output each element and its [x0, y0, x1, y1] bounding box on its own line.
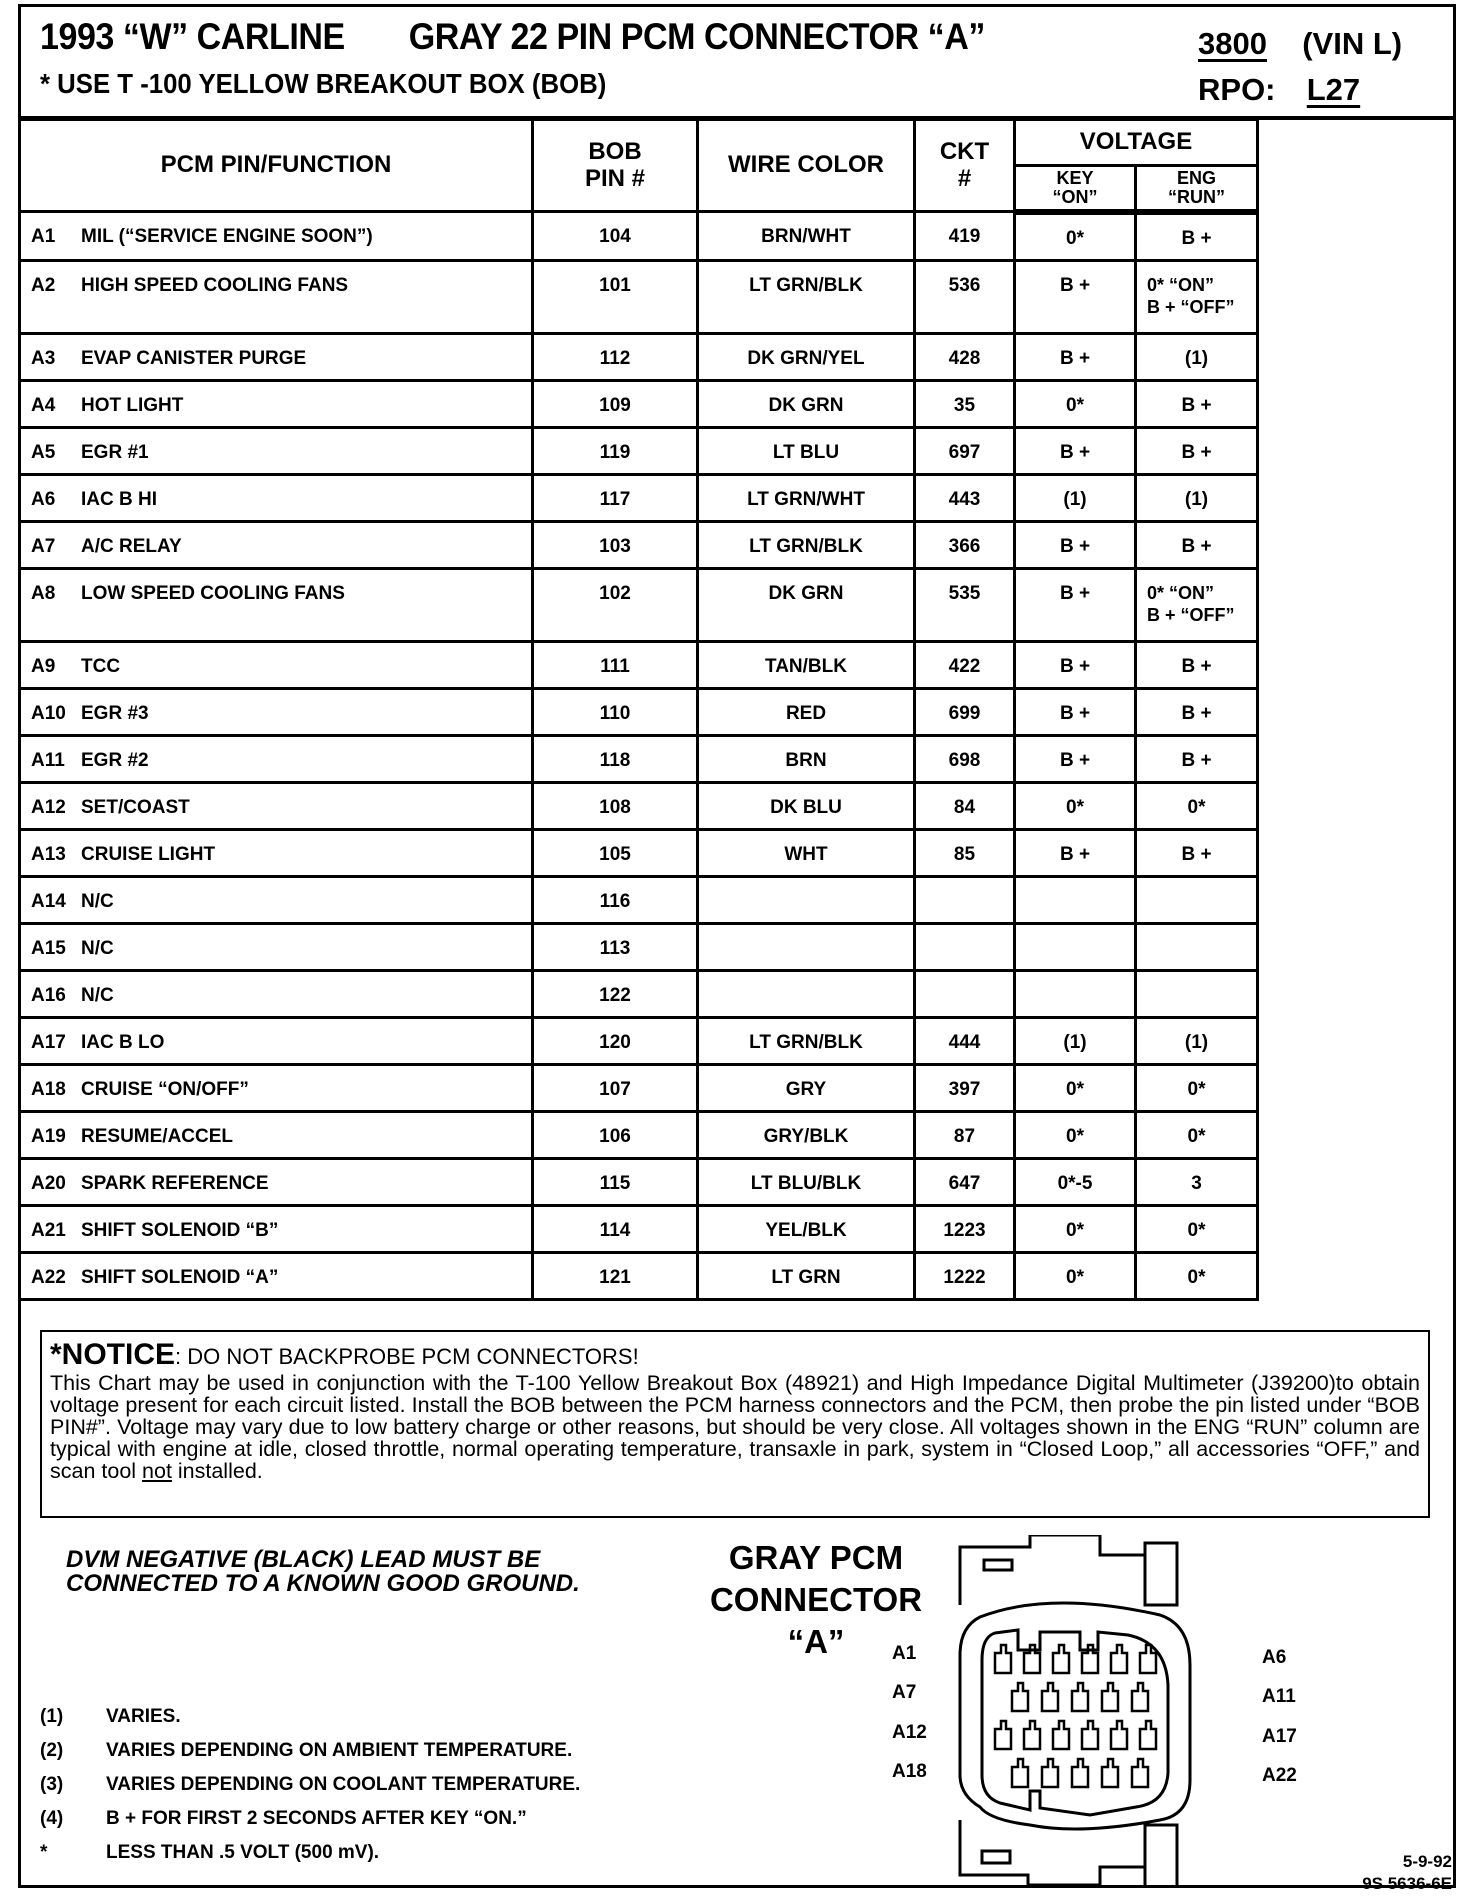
col-header-bob-line1: BOB [588, 138, 642, 166]
eng-run-cell [1136, 568, 1258, 641]
connector-cavity [1053, 1645, 1069, 1673]
pin-function: EGR #2 [81, 749, 149, 771]
notice-box [40, 1330, 1430, 1518]
table-row [20, 521, 1258, 568]
key-on-cell: 0* [1015, 1205, 1136, 1252]
connector-title-line1: GRAY PCM [728, 1539, 904, 1576]
col-header-run-line1: ENG [1176, 167, 1216, 188]
pin-function: CRUISE LIGHT [81, 843, 216, 865]
pin-function-cell [20, 1158, 533, 1205]
ckt-cell: 443 [915, 474, 1015, 521]
table-row [20, 970, 1258, 1017]
ckt-cell: 397 [915, 1064, 1015, 1111]
pin-id: A15 [31, 937, 66, 959]
ckt-cell [915, 923, 1015, 970]
wire-color-cell: DK GRN [698, 380, 915, 427]
connector-cavity [1102, 1759, 1118, 1787]
pin-id: A18 [31, 1078, 66, 1100]
table-row [20, 260, 1258, 333]
connector-title: GRAY 22 PIN PCM CONNECTOR “A” [408, 16, 985, 57]
notice-underlined-word: not [142, 1459, 172, 1483]
wire-color-cell: LT BLU/BLK [698, 1158, 915, 1205]
rpo-info [1198, 72, 1360, 108]
legend-key: (3) [40, 1774, 64, 1795]
pin-function: RESUME/ACCEL [81, 1125, 234, 1147]
key-on-cell: 0* [1015, 782, 1136, 829]
key-on-cell: B + [1015, 829, 1136, 876]
bob-pin-cell: 113 [533, 923, 698, 970]
wire-color-cell: LT GRN [698, 1252, 915, 1299]
connector-cavity [1132, 1683, 1148, 1711]
wire-color-cell: BRN [698, 735, 915, 782]
connector-latch-top [984, 1560, 1012, 1570]
eng-run-cell: 0* [1136, 1064, 1258, 1111]
legend-item [40, 1842, 379, 1864]
pin-function-cell [20, 474, 533, 521]
ckt-cell: 1223 [915, 1205, 1015, 1252]
legend-key: (4) [40, 1808, 64, 1829]
connector-outer-shell [960, 1603, 1190, 1829]
wire-color-cell: BRN/WHT [698, 212, 915, 261]
ckt-cell: 428 [915, 333, 1015, 380]
pin-id: A7 [31, 535, 56, 557]
pin-function: EVAP CANISTER PURGE [81, 347, 307, 369]
wire-color-cell [698, 876, 915, 923]
table-row [20, 474, 1258, 521]
connector-label-left: A12 [892, 1722, 927, 1743]
wire-color-cell: YEL/BLK [698, 1205, 915, 1252]
pin-id: A6 [31, 488, 56, 510]
eng-run-cell: B + [1136, 380, 1258, 427]
table-row [20, 641, 1258, 688]
connector-label-right: A6 [1262, 1647, 1287, 1668]
connector-cavity [1042, 1759, 1058, 1787]
table-row [20, 735, 1258, 782]
eng-run-cell [1136, 970, 1258, 1017]
bob-pin-cell: 122 [533, 970, 698, 1017]
pin-function-cell [20, 333, 533, 380]
pin-function-cell [20, 782, 533, 829]
pin-function: SHIFT SOLENOID “B” [81, 1219, 279, 1241]
eng-run-cell [1136, 876, 1258, 923]
dvm-warning [66, 1548, 580, 1596]
ckt-cell: 422 [915, 641, 1015, 688]
pin-function-cell [20, 688, 533, 735]
key-on-cell: 0* [1015, 1111, 1136, 1158]
pin-function-cell [20, 260, 533, 333]
connector-label-left: A18 [892, 1761, 927, 1782]
notice-heading [50, 1338, 1420, 1372]
pin-id: A13 [31, 843, 66, 865]
table-row [20, 427, 1258, 474]
pin-id: A8 [31, 582, 56, 604]
wire-color-cell: DK GRN [698, 568, 915, 641]
pin-function-cell [20, 212, 533, 261]
pin-function: EGR #1 [81, 441, 149, 463]
wire-color-cell: LT GRN/BLK [698, 521, 915, 568]
col-header-ckt-line2: # [957, 164, 972, 192]
connector-cavity [1132, 1759, 1148, 1787]
key-on-cell: 0* [1015, 1064, 1136, 1111]
pin-function: SHIFT SOLENOID “A” [81, 1266, 279, 1288]
pin-function: IAC B LO [81, 1031, 165, 1053]
header-subtitle: * USE T -100 YELLOW BREAKOUT BOX (BOB) [40, 68, 607, 99]
pin-id: A2 [31, 274, 56, 296]
bob-pin-cell: 117 [533, 474, 698, 521]
legend-key: (1) [40, 1706, 64, 1727]
wire-color-cell: WHT [698, 829, 915, 876]
connector-cavity [1072, 1683, 1088, 1711]
ckt-cell: 419 [915, 212, 1015, 261]
eng-run-line1: 0* “ON” [1147, 582, 1215, 603]
ckt-cell: 444 [915, 1017, 1015, 1064]
bob-pin-cell: 118 [533, 735, 698, 782]
connector-cavity [1111, 1645, 1127, 1673]
connector-latch-bottom [982, 1851, 1010, 1863]
key-on-cell: B + [1015, 333, 1136, 380]
pin-function-cell [20, 1064, 533, 1111]
pin-table-body [20, 212, 1258, 1300]
table-row [20, 1205, 1258, 1252]
pin-function: CRUISE “ON/OFF” [81, 1078, 249, 1100]
key-on-cell: B + [1015, 260, 1136, 333]
eng-run-cell: B + [1136, 735, 1258, 782]
eng-run-cell: (1) [1136, 1017, 1258, 1064]
eng-run-cell: B + [1136, 688, 1258, 735]
pin-id: A14 [31, 890, 66, 912]
bob-pin-cell: 103 [533, 521, 698, 568]
eng-run-cell: 0* [1136, 782, 1258, 829]
pin-function-cell [20, 521, 533, 568]
connector-label-right: A17 [1262, 1726, 1297, 1747]
pin-function: TCC [81, 655, 121, 677]
engine-code: 3800 [1198, 26, 1267, 61]
wire-color-cell: GRY [698, 1064, 915, 1111]
eng-run-line2: B + “OFF” [1147, 605, 1235, 625]
header-title-row [40, 16, 985, 58]
notice-body-text: This Chart may be used in conjunction with the T-100 Yellow Breakout Box (48921) and High Impedance Digital Multimeter (J39200)to obtain voltage present for each circuit listed. Install the BOB between the PCM harness connectors and the PCM, then probe the pin listed under “BOB PIN#”. Voltage may vary due to low battery charge or other reasons, but should be very close. All voltages shown in the ENG “RUN” column are typical with engine at idle, closed throttle, normal operating temperature, transaxle in park, system in “Closed Loop,” all accessories “OFF,” and scan tool [50, 1371, 1420, 1483]
pin-function-cell [20, 427, 533, 474]
pin-id: A21 [31, 1219, 66, 1241]
pin-id: A20 [31, 1172, 66, 1194]
legend-text: VARIES DEPENDING ON COOLANT TEMPERATURE. [106, 1774, 581, 1795]
connector-label-left: A7 [892, 1682, 917, 1703]
bob-pin-cell: 105 [533, 829, 698, 876]
key-on-cell [1015, 923, 1136, 970]
ckt-cell: 647 [915, 1158, 1015, 1205]
table-row [20, 333, 1258, 380]
bob-pin-cell: 101 [533, 260, 698, 333]
eng-run-cell: B + [1136, 521, 1258, 568]
connector-title-line3: “A” [787, 1623, 845, 1660]
connector-side-rail-bottom [1145, 1825, 1177, 1885]
notice-headline: : DO NOT BACKPROBE PCM CONNECTORS! [175, 1344, 639, 1369]
legend-item [40, 1774, 580, 1796]
legend-text: VARIES DEPENDING ON AMBIENT TEMPERATURE. [106, 1740, 573, 1761]
dvm-warning-line1: DVM NEGATIVE (BLACK) LEAD MUST BE [66, 1546, 541, 1573]
connector-cavity [1140, 1721, 1156, 1749]
connector-cavity [1111, 1721, 1127, 1749]
ckt-cell: 35 [915, 380, 1015, 427]
ckt-cell: 366 [915, 521, 1015, 568]
connector-cavity [995, 1645, 1011, 1673]
vin-code: (VIN L) [1302, 26, 1403, 61]
table-row [20, 212, 1258, 261]
col-header-key-line2: “ON” [1052, 186, 1098, 207]
pin-function: N/C [81, 890, 114, 912]
eng-run-line1: 0* “ON” [1147, 274, 1215, 295]
bob-pin-cell: 106 [533, 1111, 698, 1158]
col-header-ckt-line1: CKT [939, 138, 990, 166]
connector-cavity [1053, 1721, 1069, 1749]
rpo-label: RPO: [1198, 72, 1276, 107]
connector-side-rail-top [1145, 1543, 1177, 1605]
ckt-cell: 699 [915, 688, 1015, 735]
bob-pin-cell: 112 [533, 333, 698, 380]
bob-pin-cell: 120 [533, 1017, 698, 1064]
bob-pin-cell: 104 [533, 212, 698, 261]
pin-function: SPARK REFERENCE [81, 1172, 269, 1194]
key-on-cell: B + [1015, 735, 1136, 782]
wire-color-cell: TAN/BLK [698, 641, 915, 688]
table-row [20, 1111, 1258, 1158]
key-on-cell: B + [1015, 688, 1136, 735]
pin-id: A11 [31, 749, 65, 771]
bob-pin-cell: 107 [533, 1064, 698, 1111]
pin-id: A12 [31, 796, 66, 818]
eng-run-cell: 0* [1136, 1252, 1258, 1299]
table-row [20, 1158, 1258, 1205]
key-on-cell [1015, 876, 1136, 923]
key-on-cell: B + [1015, 427, 1136, 474]
pin-function: EGR #3 [81, 702, 149, 724]
legend-text: VARIES. [106, 1706, 181, 1727]
connector-cavity [1082, 1721, 1098, 1749]
eng-run-cell: B + [1136, 212, 1258, 261]
eng-run-cell: (1) [1136, 474, 1258, 521]
ckt-cell: 1222 [915, 1252, 1015, 1299]
ckt-cell [915, 876, 1015, 923]
col-header-ckt [915, 120, 1015, 212]
pin-function-cell [20, 970, 533, 1017]
pin-function: N/C [81, 937, 114, 959]
col-header-key-on [1015, 166, 1136, 212]
wire-color-cell: LT GRN/WHT [698, 474, 915, 521]
connector-cavity [1012, 1683, 1028, 1711]
bob-pin-cell: 109 [533, 380, 698, 427]
eng-run-line2: B + “OFF” [1147, 297, 1235, 317]
bob-pin-cell: 108 [533, 782, 698, 829]
pin-function-cell [20, 568, 533, 641]
table-row [20, 876, 1258, 923]
notice-label: *NOTICE [50, 1338, 176, 1371]
pin-function-cell [20, 829, 533, 876]
key-on-cell: 0* [1015, 212, 1136, 261]
table-row [20, 782, 1258, 829]
key-on-cell: B + [1015, 521, 1136, 568]
pin-function-cell [20, 380, 533, 427]
bob-pin-cell: 111 [533, 641, 698, 688]
eng-run-cell [1136, 260, 1258, 333]
ckt-cell: 87 [915, 1111, 1015, 1158]
pin-function-cell [20, 1111, 533, 1158]
connector-cavity [995, 1721, 1011, 1749]
pin-id: A5 [31, 441, 56, 463]
key-on-cell: B + [1015, 641, 1136, 688]
key-on-cell: (1) [1015, 474, 1136, 521]
eng-run-cell: (1) [1136, 333, 1258, 380]
connector-label-left: A1 [892, 1643, 917, 1664]
legend-text: LESS THAN .5 VOLT (500 mV). [106, 1842, 380, 1863]
legend-item [40, 1808, 527, 1830]
eng-run-cell: B + [1136, 427, 1258, 474]
wire-color-cell: DK BLU [698, 782, 915, 829]
eng-run-cell: 0* [1136, 1205, 1258, 1252]
connector-cavity [1012, 1759, 1028, 1787]
table-row [20, 923, 1258, 970]
ckt-cell: 535 [915, 568, 1015, 641]
connector-cavity [1102, 1683, 1118, 1711]
legend-item [40, 1740, 572, 1762]
notice-body [50, 1372, 1420, 1482]
pin-function-cell [20, 923, 533, 970]
ckt-cell: 698 [915, 735, 1015, 782]
pin-id: A3 [31, 347, 56, 369]
wire-color-cell: LT GRN/BLK [698, 260, 915, 333]
col-header-bob-line2: PIN # [584, 164, 646, 192]
connector-cavity [1072, 1759, 1088, 1787]
col-header-voltage: VOLTAGE [1015, 120, 1258, 166]
connector-cavity [1042, 1683, 1058, 1711]
ckt-cell: 536 [915, 260, 1015, 333]
connector-label-right: A11 [1262, 1686, 1296, 1707]
connector-label-right: A22 [1262, 1765, 1297, 1786]
wire-color-cell [698, 970, 915, 1017]
pin-id: A16 [31, 984, 66, 1006]
pin-function-cell [20, 1017, 533, 1064]
ckt-cell: 84 [915, 782, 1015, 829]
col-header-eng-run [1136, 166, 1258, 212]
pin-id: A9 [31, 655, 56, 677]
key-on-cell: B + [1015, 568, 1136, 641]
key-on-cell [1015, 970, 1136, 1017]
bob-pin-cell: 115 [533, 1158, 698, 1205]
key-on-cell: 0* [1015, 380, 1136, 427]
connector-diagram [940, 1535, 1280, 1885]
table-row [20, 1252, 1258, 1299]
key-on-cell: 0* [1015, 1252, 1136, 1299]
connector-title-line2: CONNECTOR [709, 1581, 923, 1618]
col-header-function: PCM PIN/FUNCTION [20, 120, 533, 212]
pin-id: A17 [31, 1031, 66, 1053]
table-row [20, 1064, 1258, 1111]
notice-body-end: installed. [171, 1459, 263, 1483]
carline-title: 1993 “W” CARLINE [40, 16, 345, 57]
wire-color-cell: LT BLU [698, 427, 915, 474]
legend-key: (2) [40, 1740, 64, 1761]
bob-pin-cell: 110 [533, 688, 698, 735]
pin-function-cell [20, 1205, 533, 1252]
table-row [20, 568, 1258, 641]
pin-function: HOT LIGHT [81, 394, 184, 416]
doc-number: 9S 5636-6E [1362, 1874, 1452, 1893]
dvm-warning-line2: CONNECTED TO A KNOWN GOOD GROUND. [66, 1570, 580, 1597]
doc-date: 5-9-92 [1402, 1852, 1452, 1871]
pin-function-cell [20, 735, 533, 782]
ckt-cell [915, 970, 1015, 1017]
wire-color-cell: DK GRN/YEL [698, 333, 915, 380]
legend-key: * [40, 1842, 48, 1863]
pin-id: A10 [31, 702, 66, 724]
pin-id: A4 [31, 394, 56, 416]
table-row [20, 688, 1258, 735]
pin-id: A19 [31, 1125, 66, 1147]
wire-color-cell: GRY/BLK [698, 1111, 915, 1158]
pin-function: SET/COAST [81, 796, 190, 818]
pin-function: MIL (“SERVICE ENGINE SOON”) [81, 226, 373, 247]
connector-cavity [1024, 1721, 1040, 1749]
engine-info [1198, 26, 1402, 62]
col-header-wire-color: WIRE COLOR [698, 120, 915, 212]
pin-table [18, 118, 1259, 1301]
pin-function: LOW SPEED COOLING FANS [81, 582, 345, 604]
eng-run-cell: B + [1136, 641, 1258, 688]
legend-item [40, 1706, 181, 1728]
pin-id: A1 [31, 226, 56, 247]
pin-id: A22 [31, 1266, 66, 1288]
pin-function: IAC B HI [81, 488, 157, 510]
pin-function: N/C [81, 984, 114, 1006]
ckt-cell: 85 [915, 829, 1015, 876]
col-header-key-line1: KEY [1056, 167, 1094, 188]
pin-function-cell [20, 876, 533, 923]
eng-run-cell: B + [1136, 829, 1258, 876]
pin-function-cell [20, 1252, 533, 1299]
table-row [20, 1017, 1258, 1064]
pin-function: A/C RELAY [81, 535, 182, 557]
bob-pin-cell: 114 [533, 1205, 698, 1252]
bob-pin-cell: 119 [533, 427, 698, 474]
rpo-value: L27 [1306, 72, 1361, 107]
bob-pin-cell: 121 [533, 1252, 698, 1299]
wire-color-cell [698, 923, 915, 970]
ckt-cell: 697 [915, 427, 1015, 474]
bob-pin-cell: 102 [533, 568, 698, 641]
key-on-cell: 0*-5 [1015, 1158, 1136, 1205]
eng-run-cell [1136, 923, 1258, 970]
table-row [20, 380, 1258, 427]
col-header-bob-pin [533, 120, 698, 212]
legend-text: B + FOR FIRST 2 SECONDS AFTER KEY “ON.” [106, 1808, 527, 1829]
pin-function-cell [20, 641, 533, 688]
pin-function: HIGH SPEED COOLING FANS [81, 274, 349, 296]
col-header-run-line2: “RUN” [1168, 186, 1225, 207]
key-on-cell: (1) [1015, 1017, 1136, 1064]
eng-run-cell: 0* [1136, 1111, 1258, 1158]
wire-color-cell: RED [698, 688, 915, 735]
eng-run-cell: 3 [1136, 1158, 1258, 1205]
table-row [20, 829, 1258, 876]
bob-pin-cell: 116 [533, 876, 698, 923]
wire-color-cell: LT GRN/BLK [698, 1017, 915, 1064]
